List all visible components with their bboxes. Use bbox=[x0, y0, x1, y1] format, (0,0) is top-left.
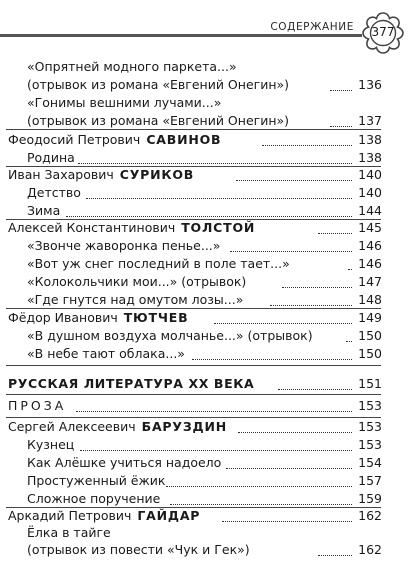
author-surname: ГАЙДАР bbox=[137, 508, 201, 523]
entry-title: «Опрятней модного паркета...» bbox=[27, 59, 237, 74]
dot-leader bbox=[236, 180, 352, 181]
author-surname: ТОЛСТОЙ bbox=[181, 220, 256, 235]
entry-page: 150 bbox=[358, 328, 382, 343]
entry-title: Детство bbox=[27, 185, 81, 200]
toc-section bbox=[0, 374, 410, 394]
dot-leader bbox=[166, 486, 352, 487]
entry-page: 138 bbox=[358, 150, 382, 165]
dot-leader bbox=[270, 305, 352, 306]
entry-page: 140 bbox=[358, 185, 382, 200]
toc-entry bbox=[0, 183, 410, 203]
dot-leader bbox=[66, 216, 352, 217]
toc-subsection bbox=[0, 396, 410, 416]
toc-author bbox=[0, 165, 410, 185]
author-name: Феодосий Петрович bbox=[8, 132, 141, 147]
section-title: РУССКАЯ ЛИТЕРАТУРА XX ВЕКА bbox=[8, 376, 255, 391]
dot-leader bbox=[330, 90, 352, 91]
toc-author bbox=[0, 130, 410, 150]
entry-title: Кузнец bbox=[27, 437, 75, 452]
dot-leader bbox=[222, 521, 352, 522]
entry-page: 159 bbox=[358, 491, 382, 506]
entry-title: (отрывок из романа «Евгений Онегин») bbox=[27, 77, 290, 92]
author-surname: ТЮТЧЕВ bbox=[123, 310, 189, 325]
dot-leader bbox=[214, 323, 352, 324]
entry-page: 147 bbox=[358, 274, 382, 289]
entry-title: «Вот уж снег последний в поле тает...» bbox=[27, 256, 290, 271]
entry-page: 137 bbox=[358, 113, 382, 128]
entry-page: 136 bbox=[358, 77, 382, 92]
dot-leader bbox=[192, 359, 352, 360]
entry-title: (отрывок из романа «Евгений Онегин») bbox=[27, 113, 290, 128]
dot-leader bbox=[230, 251, 352, 252]
author-name: Сергей Алексеевич bbox=[8, 419, 136, 434]
entry-page: 151 bbox=[358, 376, 382, 391]
toc-entry bbox=[0, 540, 410, 560]
entry-page: 145 bbox=[358, 220, 382, 235]
author-name: Алексей Константинович bbox=[8, 220, 176, 235]
toc-entry bbox=[0, 290, 410, 310]
dot-leader bbox=[238, 432, 352, 433]
entry-title: (отрывок из повести «Чук и Гек») bbox=[27, 542, 250, 557]
entry-title: «В небе тают облака...» bbox=[27, 346, 185, 361]
entry-page: 140 bbox=[358, 167, 382, 182]
entry-page: 149 bbox=[358, 310, 382, 325]
toc-author bbox=[0, 417, 410, 437]
entry-page: 146 bbox=[358, 256, 382, 271]
author-name: Фёдор Иванович bbox=[8, 310, 118, 325]
dot-leader bbox=[226, 468, 352, 469]
header-rule bbox=[0, 34, 362, 37]
entry-page: 162 bbox=[358, 542, 382, 557]
toc-entry bbox=[0, 453, 410, 473]
author-surname: САВИНОВ bbox=[146, 132, 222, 147]
toc-entry bbox=[0, 272, 410, 292]
entry-title: «Где гнутся над омутом лозы...» bbox=[27, 292, 244, 307]
entry-page: 154 bbox=[358, 455, 382, 470]
dot-leader bbox=[318, 233, 352, 234]
toc-entry bbox=[0, 111, 410, 131]
toc-entry bbox=[0, 435, 410, 455]
entry-page: 153 bbox=[358, 419, 382, 434]
subsection-title: ПРОЗА bbox=[8, 398, 67, 413]
entry-title: Сложное поручение bbox=[27, 491, 161, 506]
header-title: СОДЕРЖАНИЕ bbox=[270, 21, 354, 33]
dot-leader bbox=[282, 287, 352, 288]
dot-leader bbox=[76, 411, 352, 412]
toc-author bbox=[0, 218, 410, 238]
toc-entry bbox=[0, 57, 410, 77]
dot-leader bbox=[346, 341, 352, 342]
entry-title: «Звонче жаворонка пенье...» bbox=[27, 238, 221, 253]
entry-page: 146 bbox=[358, 238, 382, 253]
entry-page: 157 bbox=[358, 473, 382, 488]
author-surname: СУРИКОВ bbox=[119, 167, 195, 182]
entry-page: 153 bbox=[358, 437, 382, 452]
dot-leader bbox=[348, 269, 352, 270]
entry-page: 148 bbox=[358, 292, 382, 307]
entry-title: Простуженный ёжик bbox=[27, 473, 166, 488]
dot-leader bbox=[170, 504, 352, 505]
entry-page: 162 bbox=[358, 508, 382, 523]
entry-page: 150 bbox=[358, 346, 382, 361]
dot-leader bbox=[318, 555, 352, 556]
entry-title: Зима bbox=[27, 203, 61, 218]
toc-entry bbox=[0, 93, 410, 113]
author-name: Иван Захарович bbox=[8, 167, 114, 182]
toc-author bbox=[0, 308, 410, 328]
author-surname: БАРУЗДИН bbox=[141, 419, 227, 434]
page-number: 377 bbox=[371, 25, 395, 39]
page-header bbox=[0, 0, 410, 52]
toc-entry bbox=[0, 254, 410, 274]
author-name: Аркадий Петрович bbox=[8, 508, 132, 523]
dot-leader bbox=[80, 450, 352, 451]
toc-entry bbox=[0, 236, 410, 256]
section-divider bbox=[6, 365, 381, 366]
toc-entry bbox=[0, 344, 410, 364]
dot-leader bbox=[278, 389, 352, 390]
toc-entry bbox=[0, 471, 410, 491]
dot-leader bbox=[86, 198, 352, 199]
dot-leader bbox=[330, 126, 352, 127]
entry-page: 144 bbox=[358, 203, 382, 218]
section-divider bbox=[6, 394, 381, 395]
dot-leader bbox=[78, 163, 352, 164]
entry-page: 138 bbox=[358, 132, 382, 147]
entry-title: Ёлка в тайге bbox=[27, 525, 111, 540]
entry-title: Родина bbox=[27, 150, 75, 165]
entry-title: «Гонимы вешними лучами...» bbox=[27, 95, 222, 110]
toc-entry bbox=[0, 75, 410, 95]
entry-title: «В душном воздуха молчанье...» (отрывок) bbox=[27, 328, 313, 343]
toc-entry bbox=[0, 326, 410, 346]
entry-title: Как Алёшке учиться надоело bbox=[27, 455, 222, 470]
dot-leader bbox=[262, 145, 352, 146]
entry-title: «Колокольчики мои...» (отрывок) bbox=[27, 274, 247, 289]
entry-page: 153 bbox=[358, 398, 382, 413]
